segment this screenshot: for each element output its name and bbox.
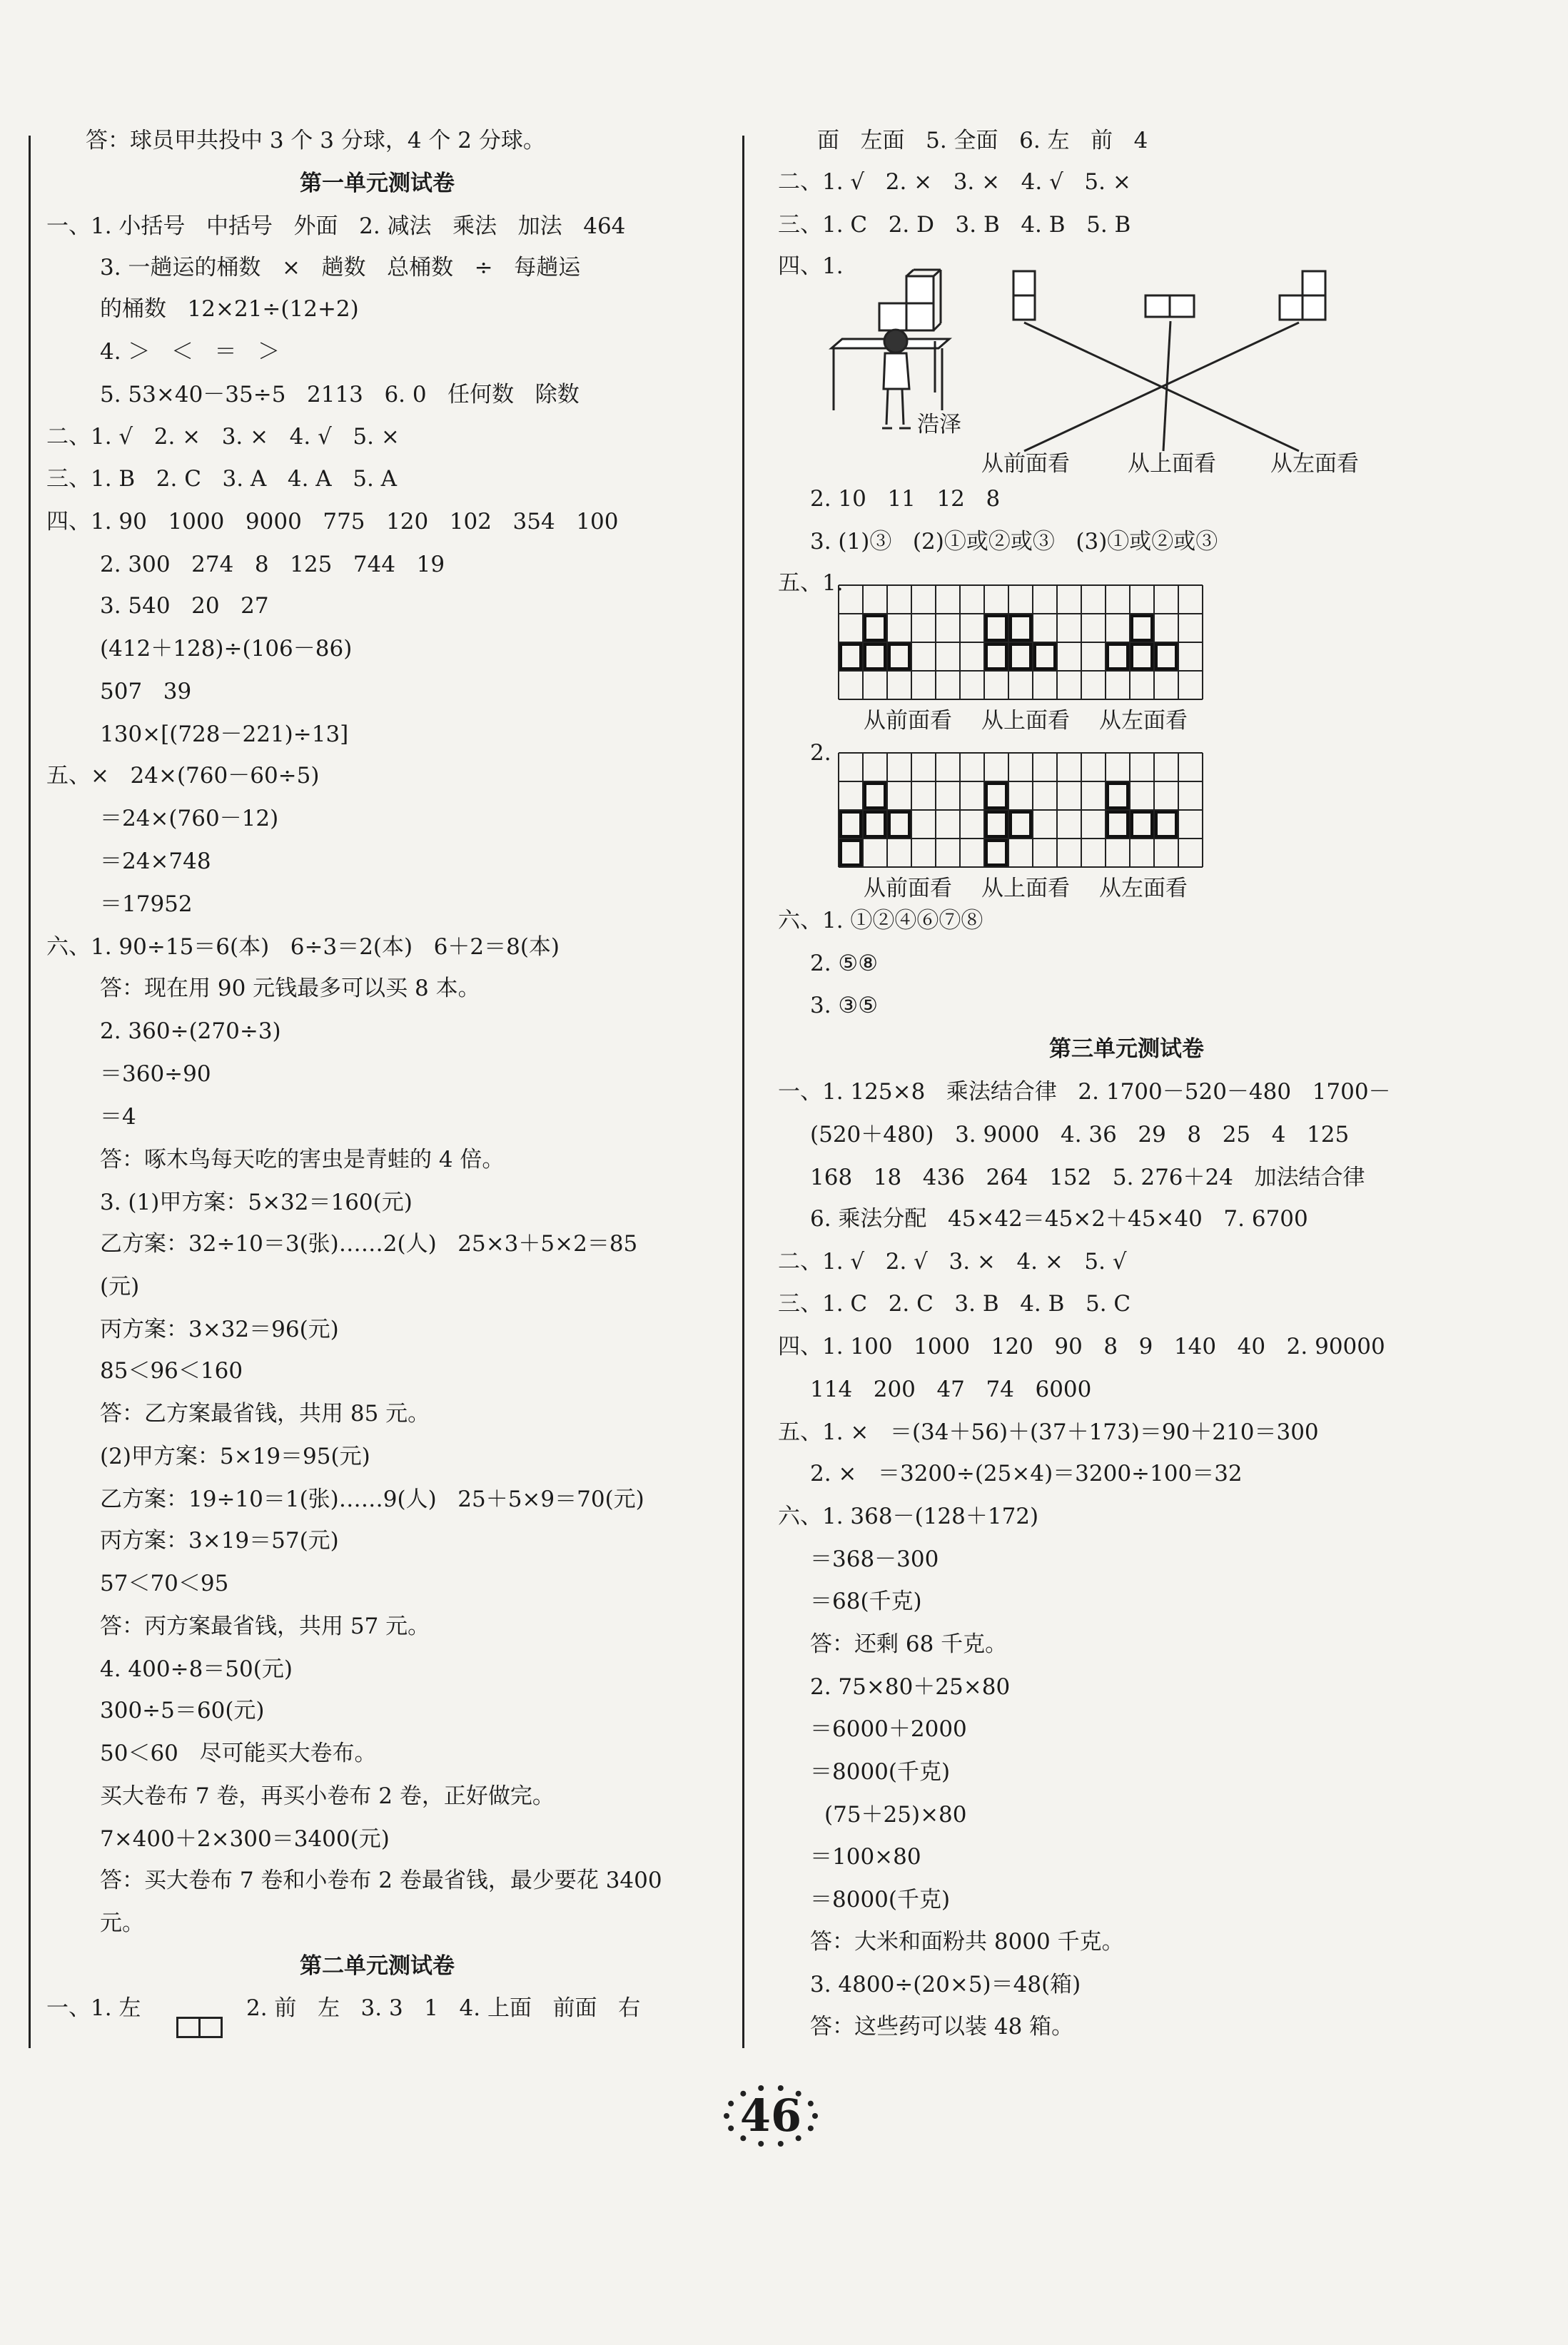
answer-line: 2. × ＝3200÷(25×4)＝3200÷100＝32 — [810, 1461, 1243, 1486]
page-number: 46 — [739, 2090, 802, 2142]
answer-line: ＝4 — [100, 1104, 136, 1130]
answer-line: 一、1. 小括号 中括号 外面 2. 减法 乘法 加法 464 — [46, 213, 626, 239]
answer-line: 2. 360÷(270÷3) — [100, 1018, 281, 1044]
answer-line: ＝17952 — [100, 891, 193, 917]
view-shape-2 — [1145, 295, 1170, 317]
answer-line: 乙方案：19÷10＝1(张)……9(人) 25＋5×9＝70(元) — [100, 1486, 644, 1512]
view-label-top: 从上面看 — [1128, 451, 1216, 477]
answer-line: 六、1. ①②④⑥⑦⑧ — [778, 908, 983, 933]
grid-cell-marked — [841, 644, 861, 669]
answer-line: 3. (1)甲方案：5×32＝160(元) — [100, 1190, 413, 1215]
answer-line: 答：球员甲共投中 3 个 3 分球，4 个 2 分球。 — [86, 128, 545, 153]
answer-line: (元) — [100, 1274, 140, 1300]
answer-line: 507 39 — [100, 679, 192, 704]
grid-cell-marked — [1132, 616, 1152, 640]
answer-line: ＝368－300 — [810, 1546, 939, 1572]
grid-cell-marked — [1108, 784, 1128, 808]
answer-line: 四、1. — [778, 253, 844, 279]
answer-line: ＝24×748 — [100, 849, 211, 874]
answer-line: 一、1. 左 — [46, 1995, 141, 2021]
view-label-front: 从前面看 — [981, 451, 1070, 477]
grid-figure-1 — [835, 582, 1213, 735]
grid-cell-marked — [1011, 812, 1031, 836]
view-label-left: 从左面看 — [1270, 451, 1359, 477]
answer-line: 答：啄木鸟每天吃的害虫是青蛙的 4 倍。 — [100, 1147, 505, 1172]
answer-line: 答：现在用 90 元钱最多可以买 8 本。 — [100, 976, 480, 1001]
answer-line: 2. 300 274 8 125 744 19 — [100, 552, 445, 577]
answer-line: ＝8000(千克) — [810, 1887, 951, 1913]
answer-line: 2. 75×80＋25×80 — [810, 1674, 1011, 1700]
answer-line: ＝8000(千克) — [810, 1759, 951, 1785]
grid-figure-2 — [835, 749, 1213, 903]
answer-line: 3. ③⑤ — [810, 993, 879, 1018]
answer-line: 答：买大卷布 7 卷和小卷布 2 卷最省钱，最少要花 3400 — [100, 1868, 662, 1893]
answer-line: ＝68(千克) — [810, 1589, 922, 1614]
grid-cell-marked — [841, 812, 861, 836]
grid-cell-marked — [1156, 644, 1176, 669]
answer-line: ＝6000＋2000 — [810, 1716, 967, 1742]
view-shape-3 — [1303, 271, 1325, 295]
answer-line: 3. 一趟运的桶数 × 趟数 总桶数 ÷ 每趟运 — [100, 255, 581, 280]
answer-line: 三、1. C 2. D 3. B 4. B 5. B — [778, 212, 1131, 238]
answer-line: 六、1. 368－(128＋172) — [778, 1504, 1039, 1529]
section-title: 第二单元测试卷 — [300, 1953, 455, 1979]
answer-line: 五、1. × ＝(34＋56)＋(37＋173)＝90＋210＝300 — [778, 1419, 1319, 1445]
answer-line: 乙方案：32÷10＝3(张)……2(人) 25×3＋5×2＝85 — [100, 1231, 638, 1257]
answer-line: 二、1. √ 2. × 3. × 4. √ 5. × — [778, 169, 1131, 195]
view-shape-1 — [1013, 271, 1035, 295]
grid-cell-marked — [986, 616, 1006, 640]
answer-line: 买大卷布 7 卷，再买小卷布 2 卷，正好做完。 — [100, 1783, 555, 1809]
grid-cell-marked — [986, 784, 1006, 808]
grid-cell-marked — [1035, 644, 1055, 669]
grid-cell-marked — [1132, 644, 1152, 669]
answer-line: 5. 53×40－35÷5 2113 6. 0 任何数 除数 — [100, 382, 580, 407]
view-matching-figure — [828, 257, 1370, 485]
answer-line: 四、1. 100 1000 120 90 8 9 140 40 2. 90000 — [778, 1334, 1385, 1359]
grid-cell-marked — [865, 644, 885, 669]
grid-cell-marked — [1108, 644, 1128, 669]
answer-line: 3. 540 20 27 — [100, 593, 269, 619]
answer-line: 答：这些药可以装 48 箱。 — [810, 2014, 1074, 2040]
answer-line: 6. 乘法分配 45×42＝45×2＋45×40 7. 6700 — [810, 1206, 1308, 1232]
answer-line: 五、× 24×(760－60÷5) — [46, 763, 320, 789]
answer-line: 五、1. — [778, 570, 844, 596]
grid-view-label: 从前面看 — [864, 708, 952, 734]
answer-line: (75＋25)×80 — [824, 1802, 967, 1828]
grid-view-label: 从上面看 — [981, 876, 1070, 901]
answer-line: 130×[(728－221)÷13] — [100, 721, 349, 747]
column-divider-rule — [742, 136, 744, 2048]
table-with-cubes-illustration — [831, 270, 949, 428]
answer-line: ＝360÷90 — [100, 1061, 211, 1087]
section-title: 第一单元测试卷 — [300, 171, 455, 196]
grid-view-label: 从左面看 — [1099, 876, 1188, 901]
grid-view-label: 从上面看 — [981, 708, 1070, 734]
grid-cell-marked — [986, 841, 1006, 865]
answer-line: 114 200 47 74 6000 — [810, 1377, 1092, 1402]
grid-cell-marked — [1011, 616, 1031, 640]
answer-line: ＝24×(760－12) — [100, 806, 279, 831]
grid-cell-marked — [841, 841, 861, 865]
answer-line: 57＜70＜95 — [100, 1571, 229, 1596]
grid-cell-marked — [865, 616, 885, 640]
answer-line: 50＜60 尽可能买大卷布。 — [100, 1741, 377, 1766]
answer-line: 丙方案：3×32＝96(元) — [100, 1317, 339, 1342]
answer-line: 面 左面 5. 全面 6. 左 前 4 — [817, 128, 1148, 153]
two-square-icon — [176, 2017, 223, 2038]
answer-line: 一、1. 125×8 乘法结合律 2. 1700－520－480 1700－ — [778, 1079, 1391, 1105]
answer-line: 的桶数 12×21÷(12+2) — [100, 296, 359, 322]
answer-line: 2. — [810, 740, 831, 766]
grid-cell-marked — [986, 644, 1006, 669]
answer-line: 答：乙方案最省钱，共用 85 元。 — [100, 1401, 430, 1427]
grid-cell-marked — [889, 812, 909, 836]
grid-cell-marked — [986, 812, 1006, 836]
answer-line: ＝100×80 — [810, 1844, 921, 1870]
answer-line: 2. 10 11 12 8 — [810, 486, 1001, 512]
grid-cell-marked — [865, 784, 885, 808]
person-label: 浩泽 — [917, 412, 961, 437]
answer-line: 二、1. √ 2. √ 3. × 4. × 5. √ — [778, 1249, 1127, 1275]
grid-cell-marked — [889, 644, 909, 669]
answer-line: 六、1. 90÷15＝6(本) 6÷3＝2(本) 6＋2＝8(本) — [46, 934, 560, 960]
answer-line: 2. ⑤⑧ — [810, 951, 879, 976]
answer-line: 元。 — [100, 1910, 144, 1936]
answer-line: 168 18 436 264 152 5. 276＋24 加法结合律 — [810, 1165, 1365, 1190]
answer-line: 丙方案：3×19＝57(元) — [100, 1528, 339, 1554]
answer-line: 答：丙方案最省钱，共用 57 元。 — [100, 1614, 430, 1639]
answer-line: (2)甲方案：5×19＝95(元) — [100, 1444, 370, 1469]
answer-line: 300÷5＝60(元) — [100, 1698, 265, 1723]
answer-line: (412＋128)÷(106－86) — [100, 636, 353, 662]
grid-cell-marked — [1132, 812, 1152, 836]
grid-view-label: 从前面看 — [864, 876, 952, 901]
answer-line: 4. ＞ ＜ ＝ ＞ — [100, 339, 280, 365]
answer-line: 3. 4800÷(20×5)＝48(箱) — [810, 1972, 1081, 1997]
answer-line: 三、1. B 2. C 3. A 4. A 5. A — [46, 466, 398, 492]
answer-line: 答：还剩 68 千克。 — [810, 1631, 1008, 1657]
grid-view-label: 从左面看 — [1099, 708, 1188, 734]
grid-cell-marked — [865, 812, 885, 836]
answer-line: 答：大米和面粉共 8000 千克。 — [810, 1929, 1124, 1955]
grid-cell-marked — [1108, 812, 1128, 836]
section-title: 第三单元测试卷 — [1049, 1036, 1204, 1062]
left-margin-rule — [29, 136, 31, 2048]
answer-line: 7×400＋2×300＝3400(元) — [100, 1826, 390, 1852]
answer-line: 二、1. √ 2. × 3. × 4. √ 5. × — [46, 424, 400, 450]
answer-line: 四、1. 90 1000 9000 775 120 102 354 100 — [46, 509, 619, 535]
answer-line: 85＜96＜160 — [100, 1358, 243, 1384]
answer-line: (520＋480) 3. 9000 4. 36 29 8 25 4 125 — [810, 1122, 1350, 1148]
answer-line: 4. 400÷8＝50(元) — [100, 1656, 293, 1682]
grid-cell-marked — [1156, 812, 1176, 836]
answer-line: 3. (1)③ (2)①或②或③ (3)①或②或③ — [810, 529, 1218, 554]
answer-line: 三、1. C 2. C 3. B 4. B 5. C — [778, 1291, 1131, 1317]
grid-cell-marked — [1011, 644, 1031, 669]
answer-line: 2. 前 左 3. 3 1 4. 上面 前面 右 — [246, 1995, 641, 2021]
